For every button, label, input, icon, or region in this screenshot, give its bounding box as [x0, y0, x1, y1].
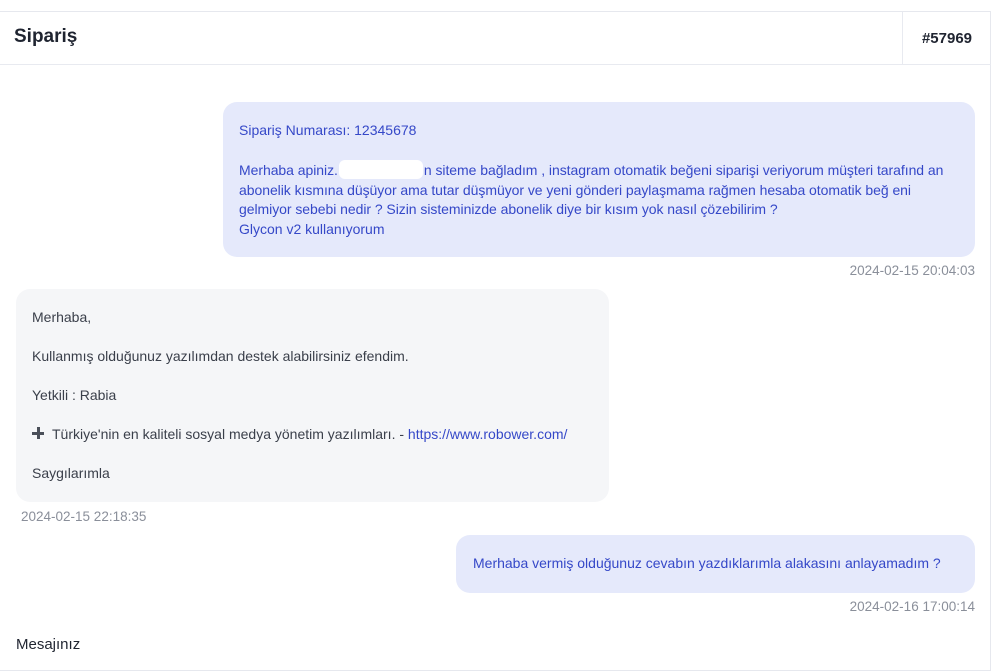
- message-input-label: Mesajınız: [16, 636, 81, 653]
- message-text: Merhaba apiniz. n siteme bağladım , instagram otomatik beğeni siparişi veriyorum müşteri tarafınd an abonelik kısmına düşüyor ama tutar düşmüyor ve yeni gönderi paylaşmama rağmen hesaba otomatik beğ eni gelmiyor sebebi nedir ? Sizin sisteminizde abonelik diye bir kısım yok nasıl çözebilirim ?: [239, 162, 944, 217]
- page-title: Sipariş: [14, 26, 78, 47]
- promo-link[interactable]: https://www.robower.com/: [407, 426, 568, 442]
- reply-text: Kullanmış olduğunuz yazılımdan destek alabilirsiniz efendim.: [32, 348, 409, 364]
- redacted-block: [339, 160, 423, 179]
- message-text-last-line: Glycon v2 kullanıyorum: [239, 220, 385, 237]
- promo-line: [32, 425, 593, 445]
- promo-text: Türkiye'nin en kaliteli sosyal medya yönetim yazılımları. -: [52, 426, 408, 442]
- plus-icon: [32, 427, 44, 439]
- closing-text: Saygılarımla: [32, 465, 110, 481]
- support-message-bubble: [16, 289, 609, 502]
- order-id-badge: #57969: [902, 12, 991, 64]
- order-number-line: Sipariş Numarası: 12345678: [239, 122, 417, 138]
- user-message-bubble: [456, 535, 975, 593]
- user-message-bubble: [223, 102, 975, 257]
- message-timestamp: 2024-02-15 22:18:35: [21, 509, 147, 524]
- message-timestamp: 2024-02-16 17:00:14: [849, 599, 975, 614]
- greeting-text: Merhaba,: [32, 309, 92, 325]
- message-text: Merhaba vermiş olduğunuz cevabın yazdıklarımla alakasını anlayamadım ?: [473, 555, 941, 571]
- card-header: [0, 12, 991, 65]
- message-timestamp: 2024-02-15 20:04:03: [849, 263, 975, 278]
- signature-text: Yetkili : Rabia: [32, 387, 117, 403]
